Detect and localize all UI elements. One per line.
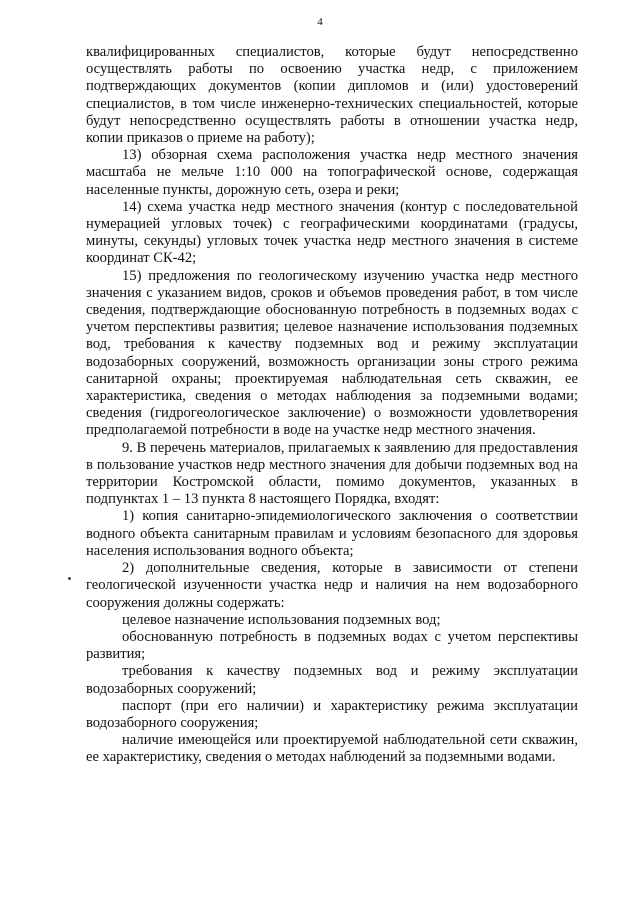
paragraph-item-14: 14) схема участка недр местного значения (контур с последовательной нумерацией угловых точек) с географическими координатами (градусы, минуты, секунды) угловых точек участка недр местного значения в системе координат СК-42;	[86, 198, 578, 267]
paragraph-item-13: 13) обзорная схема расположения участка недр местного значения масштаба не мельче 1:10 000 на топографической основе, содержащая населенные пункты, дорожную сеть, озера и реки;	[86, 147, 578, 198]
paragraph-requirement-purpose: целевое назначение использования подземных вод;	[122, 611, 441, 628]
paragraph-requirement-network: наличие имеющейся или проектируемой наблюдательной сети скважин, ее характеристику, сведения о методах наблюдений за подземными водами.	[86, 732, 578, 766]
paragraph-section-9: 9. В перечень материалов, прилагаемых к заявлению для предоставления в пользование участков недр местного значения для добычи подземных вод на территории Костромской области, помимо документов, указанных в подпунктах 1 – 13 пункта 8 настоящего Порядка, входят:	[86, 439, 578, 508]
paragraph-continuation: квалифицированных специалистов, которые будут непосредственно осуществлять работы по освоению участка недр, с приложением подтверждающих документов (копии дипломов и (или) удостоверений специалистов, в том числе инженерно-технических специальностей, которые будут непосредственно осуществлять работы в отношении участка недр, копии приказов о приеме на работу);	[86, 44, 578, 147]
paragraph-requirement-need: обоснованную потребность в подземных водах с учетом перспективы развития;	[86, 628, 578, 663]
paragraph-requirement-passport: паспорт (при его наличии) и характеристику режима эксплуатации водозаборного сооружения;	[86, 697, 578, 731]
document-body	[86, 44, 578, 767]
paragraph-item-15: 15) предложения по геологическому изучению участка недр местного значения с указанием видов, сроков и объемов проведения работ, в том числе сведения, подтверждающие обоснованную потребность в подземных водах с учетом перспективы развития; целевое назначение использования подземных вод, требования к качеству подземных вод и режиму эксплуатации водозаборных сооружений, возможность организации зоны строго режима санитарной охраны; проектируемая наблюдательная сеть скважин, ее характеристика, сведения о методах наблюдения за подземными водами; сведения (гидрогеологическое заключение) о возможности удовлетворения предполагаемой потребности в воде на участке недр местного значения.	[86, 267, 578, 439]
paragraph-subitem-1: 1) копия санитарно-эпидемиологического заключения о соответствии водного объекта санитарным правилам и условиям безопасного для здоровья населения использования водного объекта;	[86, 508, 578, 559]
margin-dot	[68, 577, 71, 580]
paragraph-subitem-2: 2) дополнительные сведения, которые в зависимости от степени геологической изученности участка недр и наличия на нем водозаборного сооружения должны содержать:	[86, 560, 578, 611]
paragraph-requirement-quality: требования к качеству подземных вод и режиму эксплуатации водозаборных сооружений;	[86, 663, 578, 697]
page-number: 4	[317, 16, 323, 28]
